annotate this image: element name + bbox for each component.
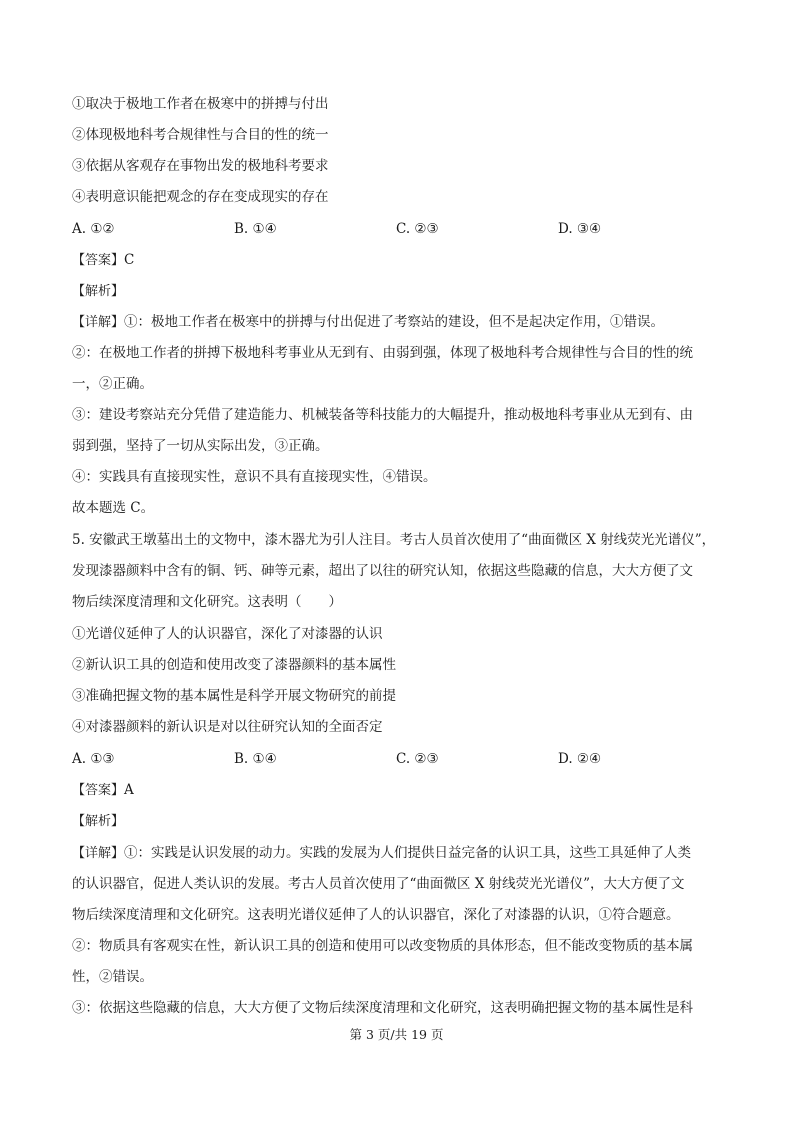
- q5-option-4: ④对漆器颜料的新认识是对以往研究认知的全面否定: [72, 719, 383, 735]
- q4-answer-tag: 【答案】: [72, 253, 125, 268]
- q4-analysis-tag: [72, 281, 732, 302]
- q5-choices: [72, 749, 732, 769]
- q4-detail-tag: 【详解】: [72, 315, 125, 330]
- q5-analysis-tag: [72, 811, 732, 832]
- q4-option-2: ②体现极地科考合规律性与合目的性的统一: [72, 127, 329, 143]
- q5-detail-line-2: 的认识器官，促进人类认识的发展。考古人员首次使用了“曲面微区 X 射线荧光光谱仪”，大大方便了文: [72, 876, 685, 892]
- q5-detail-tag: 【详解】: [72, 846, 125, 861]
- q4-answer-value: C: [124, 252, 135, 268]
- q5-choice-c: C. ②③: [396, 751, 439, 767]
- q4-answer: [72, 250, 732, 271]
- q5-choice-d: D. ②④: [558, 751, 602, 767]
- q5-choice-b: B. ①④: [234, 751, 277, 767]
- q5-choice-a: A. ①③: [72, 751, 115, 767]
- q4-option-4: ④表明意识能把观念的存在变成现实的存在: [72, 189, 329, 205]
- q5-option-3: ③准确把握文物的基本属性是科学开展文物研究的前提: [72, 688, 396, 704]
- page-footer: 第 3 页/共 19 页: [349, 1027, 444, 1042]
- q4-detail-line-5: 弱到强，坚持了一切从实际出发，③正确。: [72, 438, 329, 454]
- q5-stem-line-1: 5. 安徽武王墩墓出土的文物中，漆木器尤为引人注目。考古人员首次使用了“曲面微区 X 射线荧光光谱仪”，: [72, 532, 716, 548]
- q5-detail-line-5: 性，②错误。: [72, 969, 153, 985]
- q4-detail-line-3: 一，②正确。: [72, 376, 153, 392]
- q4-detail-line-7: 故本题选 C。: [72, 500, 155, 516]
- q4-detail-line-1: [72, 312, 732, 333]
- q5-stem-line-3: 物后续深度清理和文化研究。这表明（ ）: [72, 594, 342, 610]
- q4-choice-c: C. ②③: [396, 221, 439, 237]
- q5-answer: [72, 780, 732, 801]
- q4-option-3: ③依据从客观存在事物出发的极地科考要求: [72, 158, 329, 174]
- q5-option-2: ②新认识工具的创造和使用改变了漆器颜料的基本属性: [72, 657, 396, 673]
- q5-detail-line-6: ③：依据这些隐藏的信息，大大方便了文物后续深度清理和文化研究，这表明确把握文物的基本属性是科: [72, 1000, 693, 1016]
- q4-detail-text-1: ①：极地工作者在极寒中的拼搏与付出促进了考察站的建设，但不是起决定作用，①错误。: [124, 314, 665, 330]
- q4-choice-b: B. ①④: [234, 221, 277, 237]
- q5-detail-line-3: 物后续深度清理和文化研究。这表明光谱仪延伸了人的认识器官，深化了对漆器的认识，①符合题意。: [72, 907, 680, 923]
- q5-detail-line-4: ②：物质具有客观实在性，新认识工具的创造和使用可以改变物质的具体形态，但不能改变物质的基本属: [72, 938, 693, 954]
- q4-detail-line-4: ③：建设考察站充分凭借了建造能力、机械装备等科技能力的大幅提升，推动极地科考事业从无到有、由: [72, 407, 693, 423]
- q4-detail-line-6: ④：实践具有直接现实性，意识不具有直接现实性，④错误。: [72, 469, 437, 485]
- q5-answer-value: A: [124, 782, 134, 798]
- q5-stem-line-2: 发现漆器颜料中含有的铜、钙、砷等元素，超出了以往的研究认知，依据这些隐藏的信息，大大方便了文: [72, 563, 693, 579]
- q5-detail-text-1: ①：实践是认识发展的动力。实践的发展为人们提供日益完备的认识工具，这些工具延伸了人类: [124, 845, 692, 861]
- q4-option-1: ①取决于极地工作者在极寒中的拼搏与付出: [72, 96, 329, 112]
- q5-analysis-label: 【解析】: [72, 814, 125, 829]
- q4-choice-d: D. ③④: [558, 221, 602, 237]
- q5-answer-tag: 【答案】: [72, 783, 125, 798]
- q4-analysis-label: 【解析】: [72, 284, 125, 299]
- q4-choice-a: A. ①②: [72, 221, 115, 237]
- q5-detail-line-1: [72, 843, 732, 864]
- q4-choices: [72, 219, 732, 239]
- q5-option-1: ①光谱仪延伸了人的认识器官，深化了对漆器的认识: [72, 626, 383, 642]
- q4-detail-line-2: ②：在极地工作者的拼搏下极地科考事业从无到有、由弱到强，体现了极地科考合规律性与合目的性的统: [72, 345, 693, 361]
